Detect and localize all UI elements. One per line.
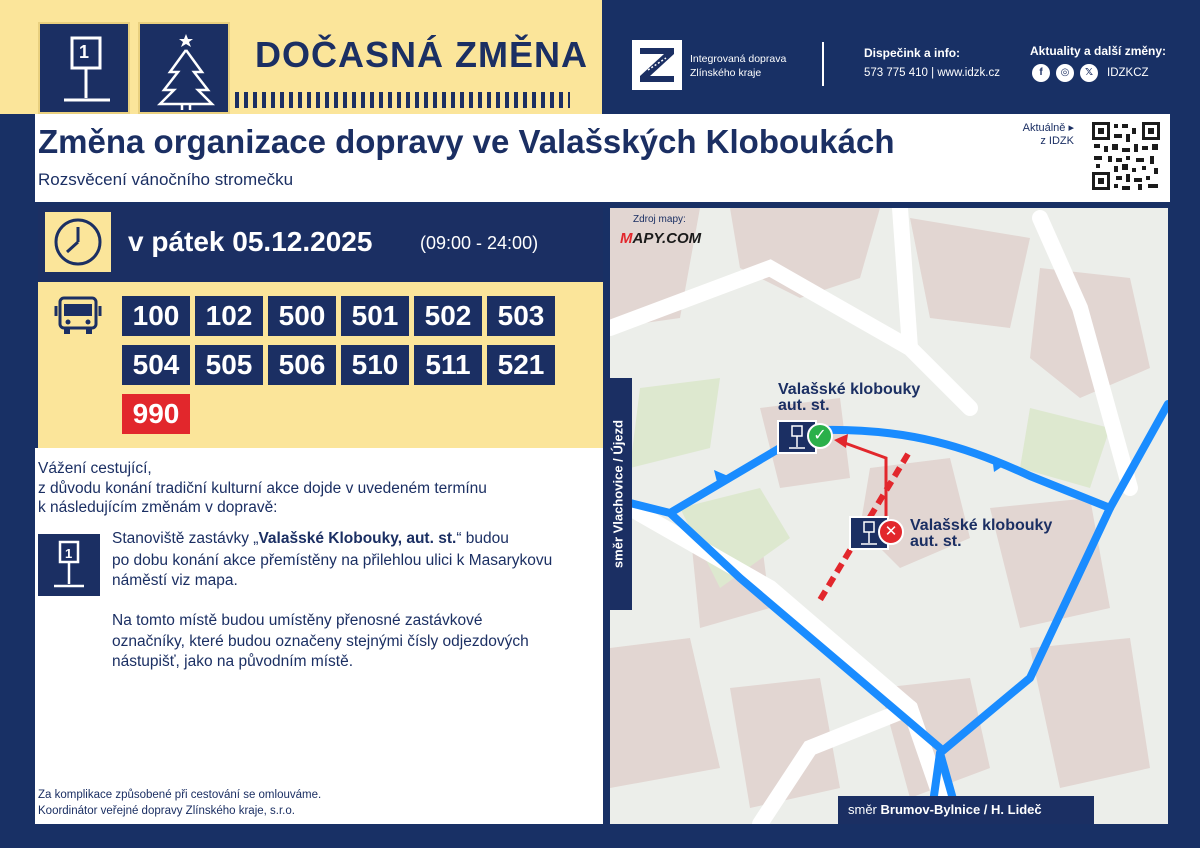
- decorative-stripes: [235, 92, 570, 108]
- page-title: Změna organizace dopravy ve Valašských Kloboukách: [38, 123, 895, 160]
- check-icon: ✓: [807, 423, 833, 449]
- line-number: 505: [195, 345, 263, 385]
- line-number: 510: [341, 345, 409, 385]
- intro-line-2: k následujícím změnám v dopravě:: [38, 499, 278, 516]
- org-name: Integrovaná doprava Zlínského kraje: [690, 53, 787, 79]
- footer-text: Za komplikace způsobené při cestování se omlouváme. Koordinátor veřejné dopravy Zlínského kraje, s.r.o.: [38, 789, 322, 817]
- event-date: v pátek 05.12.2025: [128, 226, 373, 257]
- news-heading: Aktuality a další změny:: [1030, 44, 1167, 58]
- change-line-2: po dobu konání akce přemístěny na přilehlou ulici k Masarykovu: [112, 552, 553, 569]
- note-line-2: označníky, které budou označeny stejnými čísly odjezdových: [112, 633, 529, 650]
- line-number: 102: [195, 296, 263, 336]
- line-special: 990: [122, 394, 190, 434]
- bus-stop-icon: [38, 22, 130, 114]
- bus-stop-small-icon: [38, 534, 100, 596]
- change-line-1: Stanoviště zastávky „Valašské Klobouky, aut. st.“ budou: [112, 530, 509, 547]
- greeting: Vážení cestující,: [38, 460, 152, 477]
- qr-code[interactable]: [1090, 120, 1162, 192]
- map-provider-logo: MAPY.COM: [620, 230, 702, 247]
- christmas-tree-icon: [138, 22, 230, 114]
- line-number: 501: [341, 296, 409, 336]
- line-number: 502: [414, 296, 482, 336]
- instagram-icon[interactable]: ◎: [1056, 64, 1074, 82]
- temporary-change-title: DOČASNÁ ZMĚNA: [255, 34, 588, 75]
- direction-west-label: směr Vlachovice / Újezd: [604, 378, 632, 610]
- line-number: 500: [268, 296, 336, 336]
- bus-icon: [54, 296, 102, 341]
- line-number: 504: [122, 345, 190, 385]
- x-icon[interactable]: 𝕏: [1080, 64, 1098, 82]
- temporary-stop-label: Valašské klobouky aut. st.: [778, 381, 921, 414]
- dispatch-contact[interactable]: 573 775 410 | www.idzk.cz: [864, 67, 1000, 79]
- intro-line-1: z důvodu konání tradiční kulturní akce dojde v uvedeném termínu: [38, 480, 487, 497]
- page-subtitle: Rozsvěcení vánočního stromečku: [38, 170, 294, 189]
- line-number: 521: [487, 345, 555, 385]
- line-number: 503: [487, 296, 555, 336]
- header-divider: [822, 42, 824, 86]
- facebook-icon[interactable]: f: [1032, 64, 1050, 82]
- route-map: [610, 208, 1168, 824]
- stop-name: Valašské Klobouky, aut. st.: [258, 530, 457, 547]
- line-number: 100: [122, 296, 190, 336]
- note-line-1: Na tomto místě budou umístěny přenosné zastávkové: [112, 612, 483, 629]
- dispatch-heading: Dispečink a info:: [864, 46, 961, 60]
- map-source-label: Zdroj mapy:: [633, 214, 686, 225]
- cross-icon: ✕: [878, 519, 904, 545]
- line-number: 506: [268, 345, 336, 385]
- svg-text:1: 1: [65, 546, 73, 561]
- change-line-3: náměstí viz mapa.: [112, 572, 238, 589]
- qr-label: Aktuálně ▸ z IDZK: [1022, 122, 1074, 147]
- clock-icon: [45, 212, 111, 272]
- note-line-3: nástupišť, jako na původním místě.: [112, 653, 354, 670]
- original-stop-label: Valašské klobouky aut. st.: [910, 517, 1053, 550]
- social-handle[interactable]: IDZKCZ: [1107, 67, 1149, 79]
- stop-number: 1: [79, 42, 90, 62]
- line-number: 511: [414, 345, 482, 385]
- direction-south-label: směr Brumov-Bylnice / H. Lideč: [838, 796, 1094, 824]
- event-time: (09:00 - 24:00): [420, 233, 539, 253]
- idzk-logo: [632, 40, 682, 90]
